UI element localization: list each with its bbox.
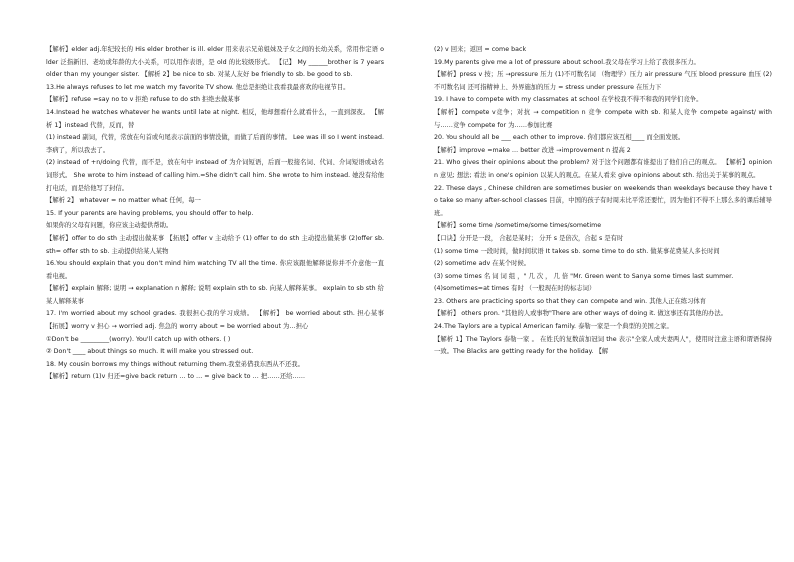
left-paragraph: 【解析】offer to do sth 主动提出做某事 【拓展】offer v 主动给予 (1) offer to do sth 主动提出做某事 (2)offer sb. sth= offer sth to sb. 主动提供给某人某物 bbox=[46, 234, 384, 255]
right-paragraph: (1) some time 一段时间，做时间状语 It takes sb. some time to do sth. 做某事花费某人多长时间 bbox=[434, 247, 720, 255]
left-paragraph: 15. If your parents are having problems, you should offer to help. bbox=[46, 209, 254, 217]
right-column bbox=[434, 44, 772, 562]
left-paragraph: (1) instead 副词，代替，常放在句首或句尾表示前面的事情没做，而做了后面的事情。 Lee was ill so I went instead.李病了，所以我去了。 bbox=[46, 134, 384, 154]
left-column bbox=[46, 44, 384, 562]
left-paragraph: 13.He always refuses to let me watch my favorite TV show. 他总是拒绝让我看我最喜欢的电视节目。 bbox=[46, 83, 350, 91]
left-paragraph: 14.Instead he watches whatever he wants until late at night. 相反，他却想看什么就看什么，一直到深夜。 【解析 1】instead 代替，反而，替 bbox=[46, 108, 384, 129]
left-paragraph: ② Don't ____ about things so much. It will make you stressed out. bbox=[46, 348, 254, 356]
right-paragraph: 【解析】 others pron. "其他的人或事物"There are other ways of doing it. 做这事还有其他的办法。 bbox=[434, 310, 728, 318]
right-paragraph: (3) some times 名 词 词 组 ，" 几 次 ， 几 倍 "Mr. Green went to Sanya some times last summer. bbox=[434, 272, 734, 280]
right-paragraph: (2) v 回来；返回 = come back bbox=[434, 46, 527, 53]
right-paragraph: 22. These days , Chinese children are sometimes busier on weekends than weekdays because they have to take so many after-school classes 目前，中国的孩子有时周末比平常还要忙，因为他们不得不上那么多的课后辅导班。 bbox=[434, 184, 772, 217]
left-paragraph: 【解析 2】 whatever = no matter what 任何，每一 bbox=[46, 197, 201, 205]
left-paragraph: ①Don't be _________(worry). You'll catch up with others. ( ) bbox=[46, 335, 231, 343]
right-paragraph: 【口诀】分开是一段， 合起是某时； 分开 s 是倍次，合起 s 是有时 bbox=[434, 234, 624, 242]
right-paragraph: 【解析】improve =make … better 改进 →improvement n 提高 2 bbox=[434, 146, 631, 154]
left-paragraph: 【解析】refuse =say no to v 拒绝 refuse to do sth 拒绝去做某事 bbox=[46, 96, 240, 104]
left-paragraph: 16.You should explain that you don't mind him watching TV all the time. 你应该跟他解释说你并不介意他一直看电视。 bbox=[46, 260, 384, 280]
right-paragraph: (2) sometime adv 在某个时候。 bbox=[434, 260, 531, 268]
left-paragraph: 【解析】return (1)v 归还=give back return … to … = give back to … 把……还给…… bbox=[46, 373, 306, 381]
left-paragraph: 【解析】elder adj.年纪较长的 His elder brother is ill. elder 用来表示兄弟姐妹及子女之间的长幼关系，常用作定语 older 泛指新旧、老幼或年龄的大小关系，可以用作表语，是 old 的比较级形式。 【记】 My ______brother is 7 years older than my younger sister. 【解析 2】be nice to sb. 对某人友好 be friendly to sb. be good to sb. bbox=[46, 46, 384, 79]
right-paragraph: 19.My parents give me a lot of pressure about school.我父母在学习上给了我很多压力。 bbox=[434, 58, 700, 66]
right-paragraph: 21. Who gives their opinions about the problem? 对于这个问题都有谁提出了他们自己的观点。 【解析】opinion n 意见; 想法; 看法 in one's opinion 以某人的观点。在某人看来 give opinions about sth. 给出关于某事的观点。 bbox=[434, 159, 772, 179]
right-paragraph: 【解析】compete v竞争；对抗 → competition n 竞争 compete with sb. 和某人竞争 compete against/ with 与……竞争 compete for 为……参加比赛 bbox=[434, 108, 772, 129]
right-paragraph: 【解析 1】The Taylors 泰勒一家 。 在姓氏的复数前加冠词 the 表示"全家人或夫妻两人"，使用时注意主语和谓语保持一致。The Blacks are getting ready for the holiday. 【解 bbox=[434, 335, 772, 356]
left-paragraph: 【解析】explain 解释; 说明 → explanation n 解释; 说明 explain sth to sb. 向某人解释某事。 explain to sb sth 给某人解释某事 bbox=[46, 285, 384, 305]
right-paragraph: 20. You should all be ___ each other to improve. 你们都应该互相____ 而全面发展。 bbox=[434, 134, 685, 142]
left-paragraph: 17. I'm worried about my school grades. 我很担心我的学习成绩。 【解析】 be worried about sth. 担心某事 【拓展】worry v 担心 → worried adj. 焦急的 worry about = be worried about 为…担心 bbox=[46, 310, 384, 331]
right-paragraph: 19. I have to compete with my classmates at school 在学校我不得不和我的同学们竞争。 bbox=[434, 96, 703, 104]
right-paragraph: 23. Others are practicing sports so that they can compete and win. 其他人正在练习体育 bbox=[434, 297, 707, 305]
right-paragraph: 【解析】some time /sometime/some times/sometime bbox=[434, 222, 602, 230]
right-paragraph: 24.The Taylors are a typical American family. 泰勒一家是一个典型的美国之家。 bbox=[434, 323, 673, 331]
right-paragraph: 【解析】press v 按；压 →pressure 压力 (1)不可数名词 （物理学）压力 air pressure 气压 blood pressure 血压 (2)不可数名词 还可指精神上、外界施加的压力 = stress under pressure 在压力下 bbox=[434, 71, 772, 91]
left-paragraph: (2) instead of +n/doing 代替，而不是，放在句中 instead of 为介词短语，后面一般接名词、代词、介词短语或动名词形式。 She wrote to him instead of calling him.=She didn't call him. She wrote to him instead. 她没有给他打电话，而是给他写了封信。 bbox=[46, 159, 384, 192]
right-paragraph: (4)sometimes=at times 有时 （一般现在时的标志词） bbox=[434, 285, 596, 293]
left-paragraph: 18. My cousin borrows my things without returning them.我堂弟借我东西从不还我。 bbox=[46, 360, 304, 368]
left-paragraph: 如果你的父母有问题，你应该主动提供帮助。 bbox=[46, 222, 173, 230]
